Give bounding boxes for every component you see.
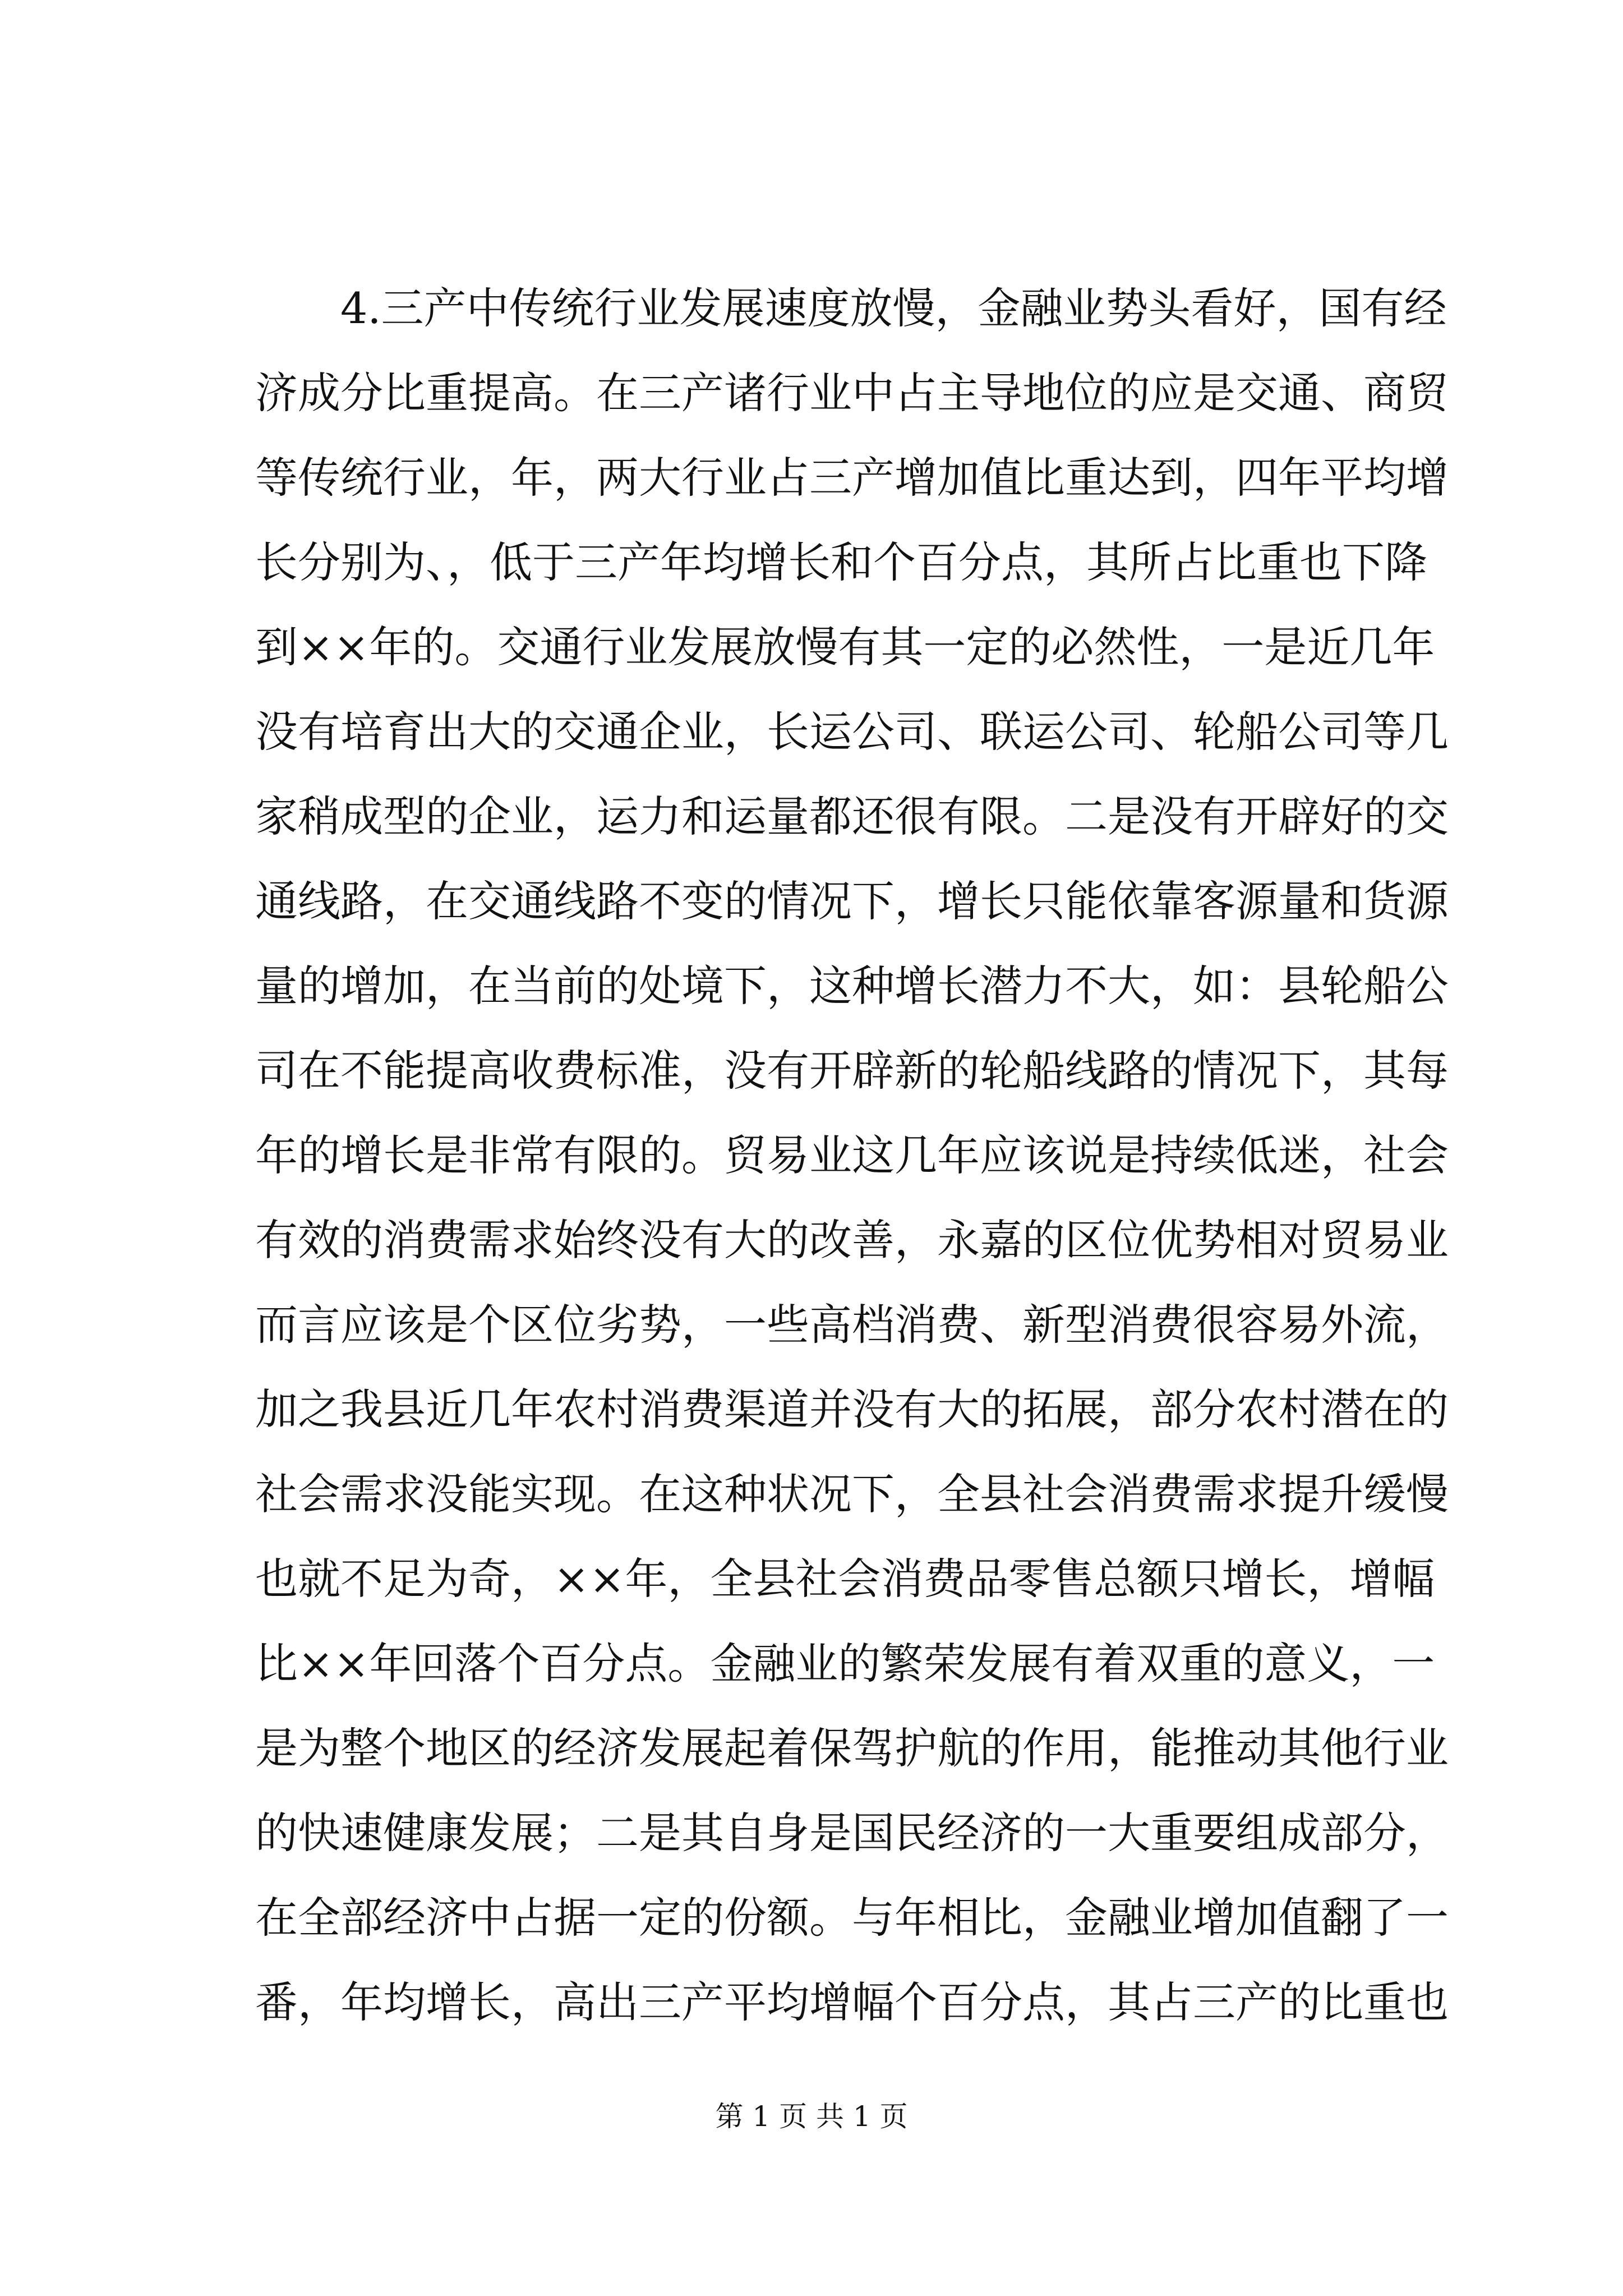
paragraph-line: 通线路，在交通线路不变的情况下，增长只能依靠客源量和货源	[255, 876, 1449, 926]
paragraph-line: 有效的消费需求始终没有大的改善，永嘉的区位优势相对贸易业	[255, 1215, 1449, 1265]
paragraph-line: 比××年回落个百分点。金融业的繁荣发展有着双重的意义，一	[255, 1639, 1435, 1688]
paragraph-line: 也就不足为奇，××年，全县社会消费品零售总额只增长，增幅	[255, 1554, 1435, 1604]
paragraph-line: 番，年均增长，高出三产平均增幅个百分点，其占三产的比重也	[255, 1977, 1449, 2027]
paragraph-line: 4.三产中传统行业发展速度放慢，金融业势头看好，国有经	[340, 283, 1447, 333]
body-paragraph	[255, 266, 1449, 2045]
paragraph-line: 家稍成型的企业，运力和运量都还很有限。二是没有开辟好的交	[255, 792, 1449, 841]
paragraph-line: 加之我县近几年农村消费渠道并没有大的拓展，部分农村潜在的	[255, 1384, 1449, 1434]
paragraph-line: 司在不能提高收费标准，没有开辟新的轮船线路的情况下，其每	[255, 1046, 1449, 1096]
paragraph-line: 社会需求没能实现。在这种状况下，全县社会消费需求提升缓慢	[255, 1469, 1449, 1519]
paragraph-line: 而言应该是个区位劣势，一些高档消费、新型消费很容易外流，	[255, 1300, 1449, 1350]
paragraph-line: 是为整个地区的经济发展起着保驾护航的作用，能推动其他行业	[255, 1723, 1449, 1773]
page-number-footer: 第 1 页 共 1 页	[715, 2100, 908, 2133]
paragraph-line: 等传统行业，年，两大行业占三产增加值比重达到，四年平均增	[255, 453, 1449, 503]
paragraph-line: 年的增长是非常有限的。贸易业这几年应该说是持续低迷，社会	[255, 1130, 1449, 1180]
paragraph-line: 到××年的。交通行业发展放慢有其一定的必然性，一是近几年	[255, 622, 1435, 672]
paragraph-line: 长分别为、，低于三产年均增长和个百分点，其所占比重也下降	[255, 537, 1427, 587]
paragraph-line: 在全部经济中占据一定的份额。与年相比，金融业增加值翻了一	[255, 1893, 1449, 1943]
paragraph-line: 量的增加，在当前的处境下，这种增长潜力不大，如：县轮船公	[255, 961, 1449, 1011]
paragraph-line: 没有培育出大的交通企业，长运公司、联运公司、轮船公司等几	[255, 707, 1449, 757]
paragraph-line: 济成分比重提高。在三产诸行业中占主导地位的应是交通、商贸	[255, 368, 1449, 418]
paragraph-line: 的快速健康发展；二是其自身是国民经济的一大重要组成部分，	[255, 1808, 1449, 1858]
